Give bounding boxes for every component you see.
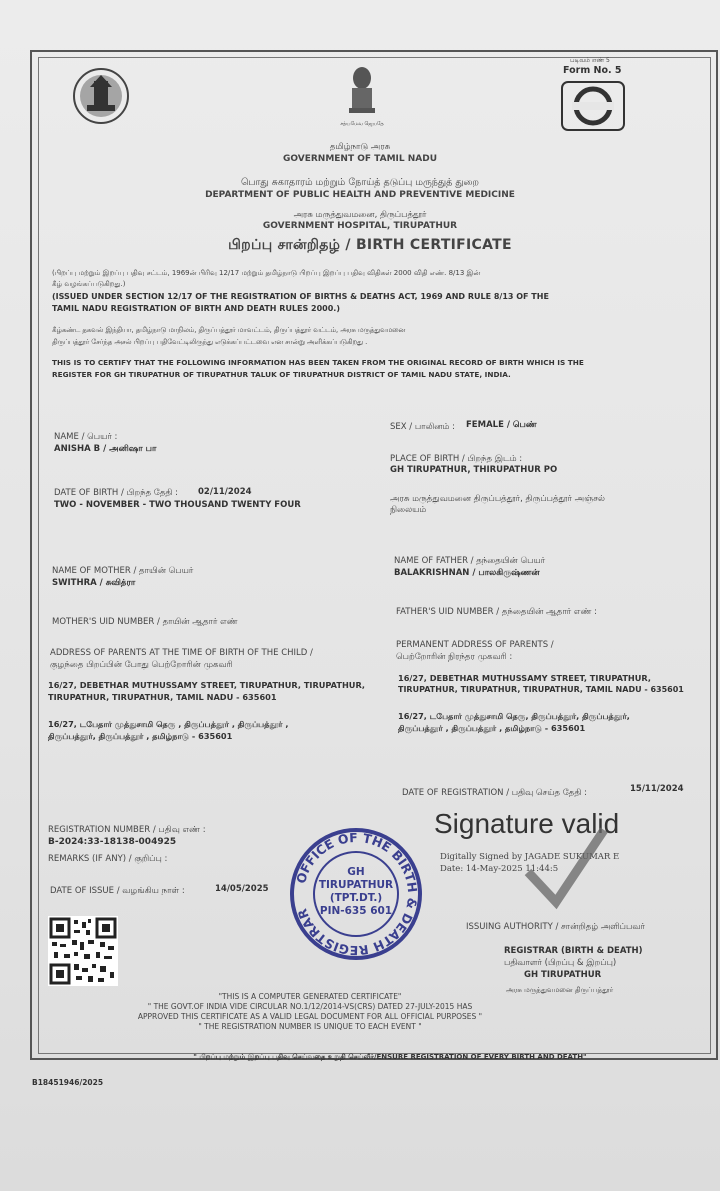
- signature-date: Date: 14-May-2025 11:44:5: [440, 864, 559, 874]
- seal-line-1: GH: [347, 866, 365, 878]
- place-of-birth-label: PLACE OF BIRTH / பிறந்த இடம் :: [390, 454, 523, 464]
- place-of-birth-ta-2: நிலையம்: [390, 505, 427, 515]
- certificate-title: பிறப்பு சான்றிதழ் / BIRTH CERTIFICATE: [228, 237, 512, 253]
- sex-value: FEMALE / பெண்: [466, 420, 537, 430]
- mother-name-label: NAME OF MOTHER / தாயின் பெயர்: [52, 566, 194, 576]
- form-number-ta: படிவம் எண் 5: [570, 57, 610, 64]
- permanent-address-label-2: பெற்றோரின் நிரந்தர முகவரி :: [396, 652, 513, 662]
- permanent-address-label-1: PERMANENT ADDRESS OF PARENTS /: [396, 640, 554, 650]
- registrar-seal: [288, 826, 424, 962]
- hospital-ta: அரசு மருத்துவமனை, திருப்பத்தூர்: [293, 210, 427, 220]
- seal-line-3: (TPT.DT.): [329, 892, 383, 904]
- issue-date-value: 14/05/2025: [215, 884, 269, 894]
- birth-address-ta-2: திருப்பத்தூர், திருப்பத்தூர் , தமிழ்நாடு - 635601: [48, 731, 233, 741]
- dob-words: TWO - NOVEMBER - TWO THOUSAND TWENTY FOUR: [54, 500, 301, 510]
- place-of-birth-ta-1: அரசு மருத்துவமனை திருப்பத்தூர், திருப்பத்தூர் அஞ்சல்: [390, 494, 605, 504]
- signature-valid-text: Signature valid: [434, 808, 620, 839]
- certify-en-line2: REGISTER FOR GH TIRUPATHUR OF TIRUPATHUR TALUK OF TIRUPATHUR DISTRICT OF TAMIL NADU STATE, INDIA.: [52, 370, 511, 379]
- issue-date-label: DATE OF ISSUE / வழங்கிய நாள் :: [50, 886, 185, 896]
- registrar-place: GH TIRUPATHUR: [524, 970, 602, 980]
- footer-note-1: "THIS IS A COMPUTER GENERATED CERTIFICATE": [218, 992, 402, 1001]
- permanent-address-ta-1: 16/27, டபேதார் முத்துசாமி தெரு, திருப்பத்தூர், திருப்பத்தூர்,: [398, 711, 630, 721]
- certify-ta-line2: திருப்பத்தூர் சேர்ந்த அசல் பிறப்பு பதிவேட்டிலிருந்து எடுக்கப்பட்டவை என சான்று அளிக்கப்படுகிறது .: [52, 338, 368, 346]
- name-value: ANISHA B / அனிஷா பா: [54, 444, 157, 454]
- seal-line-4: PIN-635 601: [319, 905, 393, 917]
- birth-address-label-1: ADDRESS OF PARENTS AT THE TIME OF BIRTH OF THE CHILD /: [50, 648, 313, 658]
- document-number: B18451946/2025: [32, 1078, 104, 1087]
- crs-logo-icon: [560, 80, 626, 132]
- father-name-label: NAME OF FATHER / தந்தையின் பெயர்: [394, 556, 546, 566]
- national-emblem: [342, 64, 382, 126]
- registration-number-label: REGISTRATION NUMBER / பதிவு எண் :: [48, 825, 206, 835]
- emblem-caption: சத்யமேவ ஜெயதே: [340, 121, 384, 127]
- registrar-place-ta: அரசு மருத்துவமனை திருப்பத்தூர்: [506, 986, 614, 994]
- issuing-authority-label: ISSUING AUTHORITY / சான்றிதழ் அளிப்பவர்: [466, 922, 645, 932]
- registrar-title-ta: பதிவாளர் (பிறப்பு & இறப்பு): [504, 958, 617, 968]
- dob-label: DATE OF BIRTH / பிறந்த தேதி :: [54, 488, 178, 498]
- registrar-title: REGISTRAR (BIRTH & DEATH): [504, 946, 643, 956]
- dob-value: 02/11/2024: [198, 487, 252, 497]
- name-label: NAME / பெயர் :: [54, 432, 118, 442]
- tamil-nadu-logo: [72, 67, 130, 125]
- permanent-address-en-2: TIRUPATHUR, TIRUPATHUR, TIRUPATHUR, TAMIL NADU - 635601: [398, 685, 684, 694]
- issued-en-line2: TAMIL NADU REGISTRATION OF BIRTH AND DEATH RULES 2000.): [52, 304, 341, 313]
- issued-ta-line2: கீழ் வழங்கப்படுகிறது.): [52, 280, 126, 288]
- govt-ta: தமிழ்நாடு அரசு: [329, 142, 391, 152]
- ensure-registration-note: " பிறப்பு மற்றும் இறப்பு பதிவு செய்வதை உறுதி செய்வீர்/ENSURE REGISTRATION OF EVERY BIRTH AND DEATH": [193, 1053, 587, 1061]
- certify-ta-line1: கீழ்கண்ட தகவல் இந்தியா, தமிழ்நாடு மாநிலம், திருப்பத்தூர் மாவட்டம், திருப்பத்தூர் வட்டம், அரசு மருத்துவமனை: [52, 326, 406, 334]
- dept-ta: பொது சுகாதாரம் மற்றும் நோய்த் தடுப்பு மருந்துத் துறை: [240, 177, 480, 188]
- registration-number-value: B-2024:33-18138-004925: [48, 837, 177, 847]
- place-of-birth-value: GH TIRUPATHUR, THIRUPATHUR PO: [390, 465, 558, 475]
- permanent-address-en-1: 16/27, DEBETHAR MUTHUSSAMY STREET, TIRUPATHUR,: [398, 673, 651, 683]
- footer-note-2: " THE GOVT.OF INDIA VIDE CIRCULAR NO.1/12/2014-VS(CRS) DATED 27-JULY-2015 HAS: [147, 1002, 473, 1011]
- dept-en: DEPARTMENT OF PUBLIC HEALTH AND PREVENTIVE MEDICINE: [205, 190, 515, 200]
- sex-label: SEX / பாலினம் :: [390, 422, 455, 432]
- qr-code: [48, 916, 118, 986]
- hospital-en: GOVERNMENT HOSPITAL, TIRUPATHUR: [262, 221, 458, 231]
- govt-en: GOVERNMENT OF TAMIL NADU: [282, 154, 438, 164]
- checkmark-icon: [520, 822, 610, 912]
- issued-en-line1: (ISSUED UNDER SECTION 12/17 OF THE REGISTRATION OF BIRTHS & DEATHS ACT, 1969 AND RULE 8/13 OF THE: [52, 292, 549, 301]
- remarks-label: REMARKS (IF ANY) / குறிப்பு :: [48, 854, 168, 864]
- father-name-value: BALAKRISHNAN / பாலகிருஷ்ணன்: [394, 568, 540, 578]
- registration-date-value: 15/11/2024: [630, 784, 684, 794]
- footer-note-3: APPROVED THIS CERTIFICATE AS A VALID LEGAL DOCUMENT FOR ALL OFFICIAL PURPOSES ": [137, 1012, 483, 1021]
- footer-note-4: " THE REGISTRATION NUMBER IS UNIQUE TO EACH EVENT ": [198, 1022, 422, 1031]
- seal-line-2: TIRUPATHUR: [318, 879, 394, 891]
- seal-ring-text: OFFICE OF THE BIRTH & DEATH REGISTRAR: [293, 829, 421, 959]
- issued-ta-line1: (பிறப்பு மற்றும் இறப்பு பதிவு சட்டம், 1969ன் பிரிவு 12/17 மற்றும் தமிழ்நாடு பிறப்பு இறப்பு பதிவு விதிகள் 2000 விதி எண். 8/13 இன்: [52, 269, 481, 277]
- certify-en-line1: THIS IS TO CERTIFY THAT THE FOLLOWING INFORMATION HAS BEEN TAKEN FROM THE ORIGINAL RECORD OF BIRTH WHICH IS THE: [52, 358, 584, 367]
- mother-uid-label: MOTHER'S UID NUMBER / தாயின் ஆதார் எண்: [52, 617, 238, 627]
- mother-name-value: SWITHRA / சுவித்ரா: [52, 578, 136, 588]
- form-number: Form No. 5: [563, 65, 622, 76]
- permanent-address-ta-2: திருப்பத்தூர் , திருப்பத்தூர் , தமிழ்நாடு - 635601: [398, 723, 586, 733]
- registration-date-label: DATE OF REGISTRATION / பதிவு செய்த தேதி :: [402, 788, 587, 798]
- birth-address-en-2: TIRUPATHUR, TIRUPATHUR, TAMIL NADU - 635601: [48, 692, 277, 702]
- father-uid-label: FATHER'S UID NUMBER / தந்தையின் ஆதார் எண் :: [396, 607, 597, 617]
- birth-address-label-2: குழந்தை பிறப்பின் போது பெற்றோரின் முகவரி: [50, 660, 233, 670]
- digitally-signed-by: Digitally Signed by JAGADE SUKUMAR E: [440, 852, 620, 862]
- birth-address-ta-1: 16/27, டபேதார் முத்துசாமி தெரு , திருப்பத்தூர் , திருப்பத்தூர் ,: [48, 719, 289, 729]
- birth-address-en-1: 16/27, DEBETHAR MUTHUSSAMY STREET, TIRUPATHUR, TIRUPATHUR,: [48, 680, 366, 690]
